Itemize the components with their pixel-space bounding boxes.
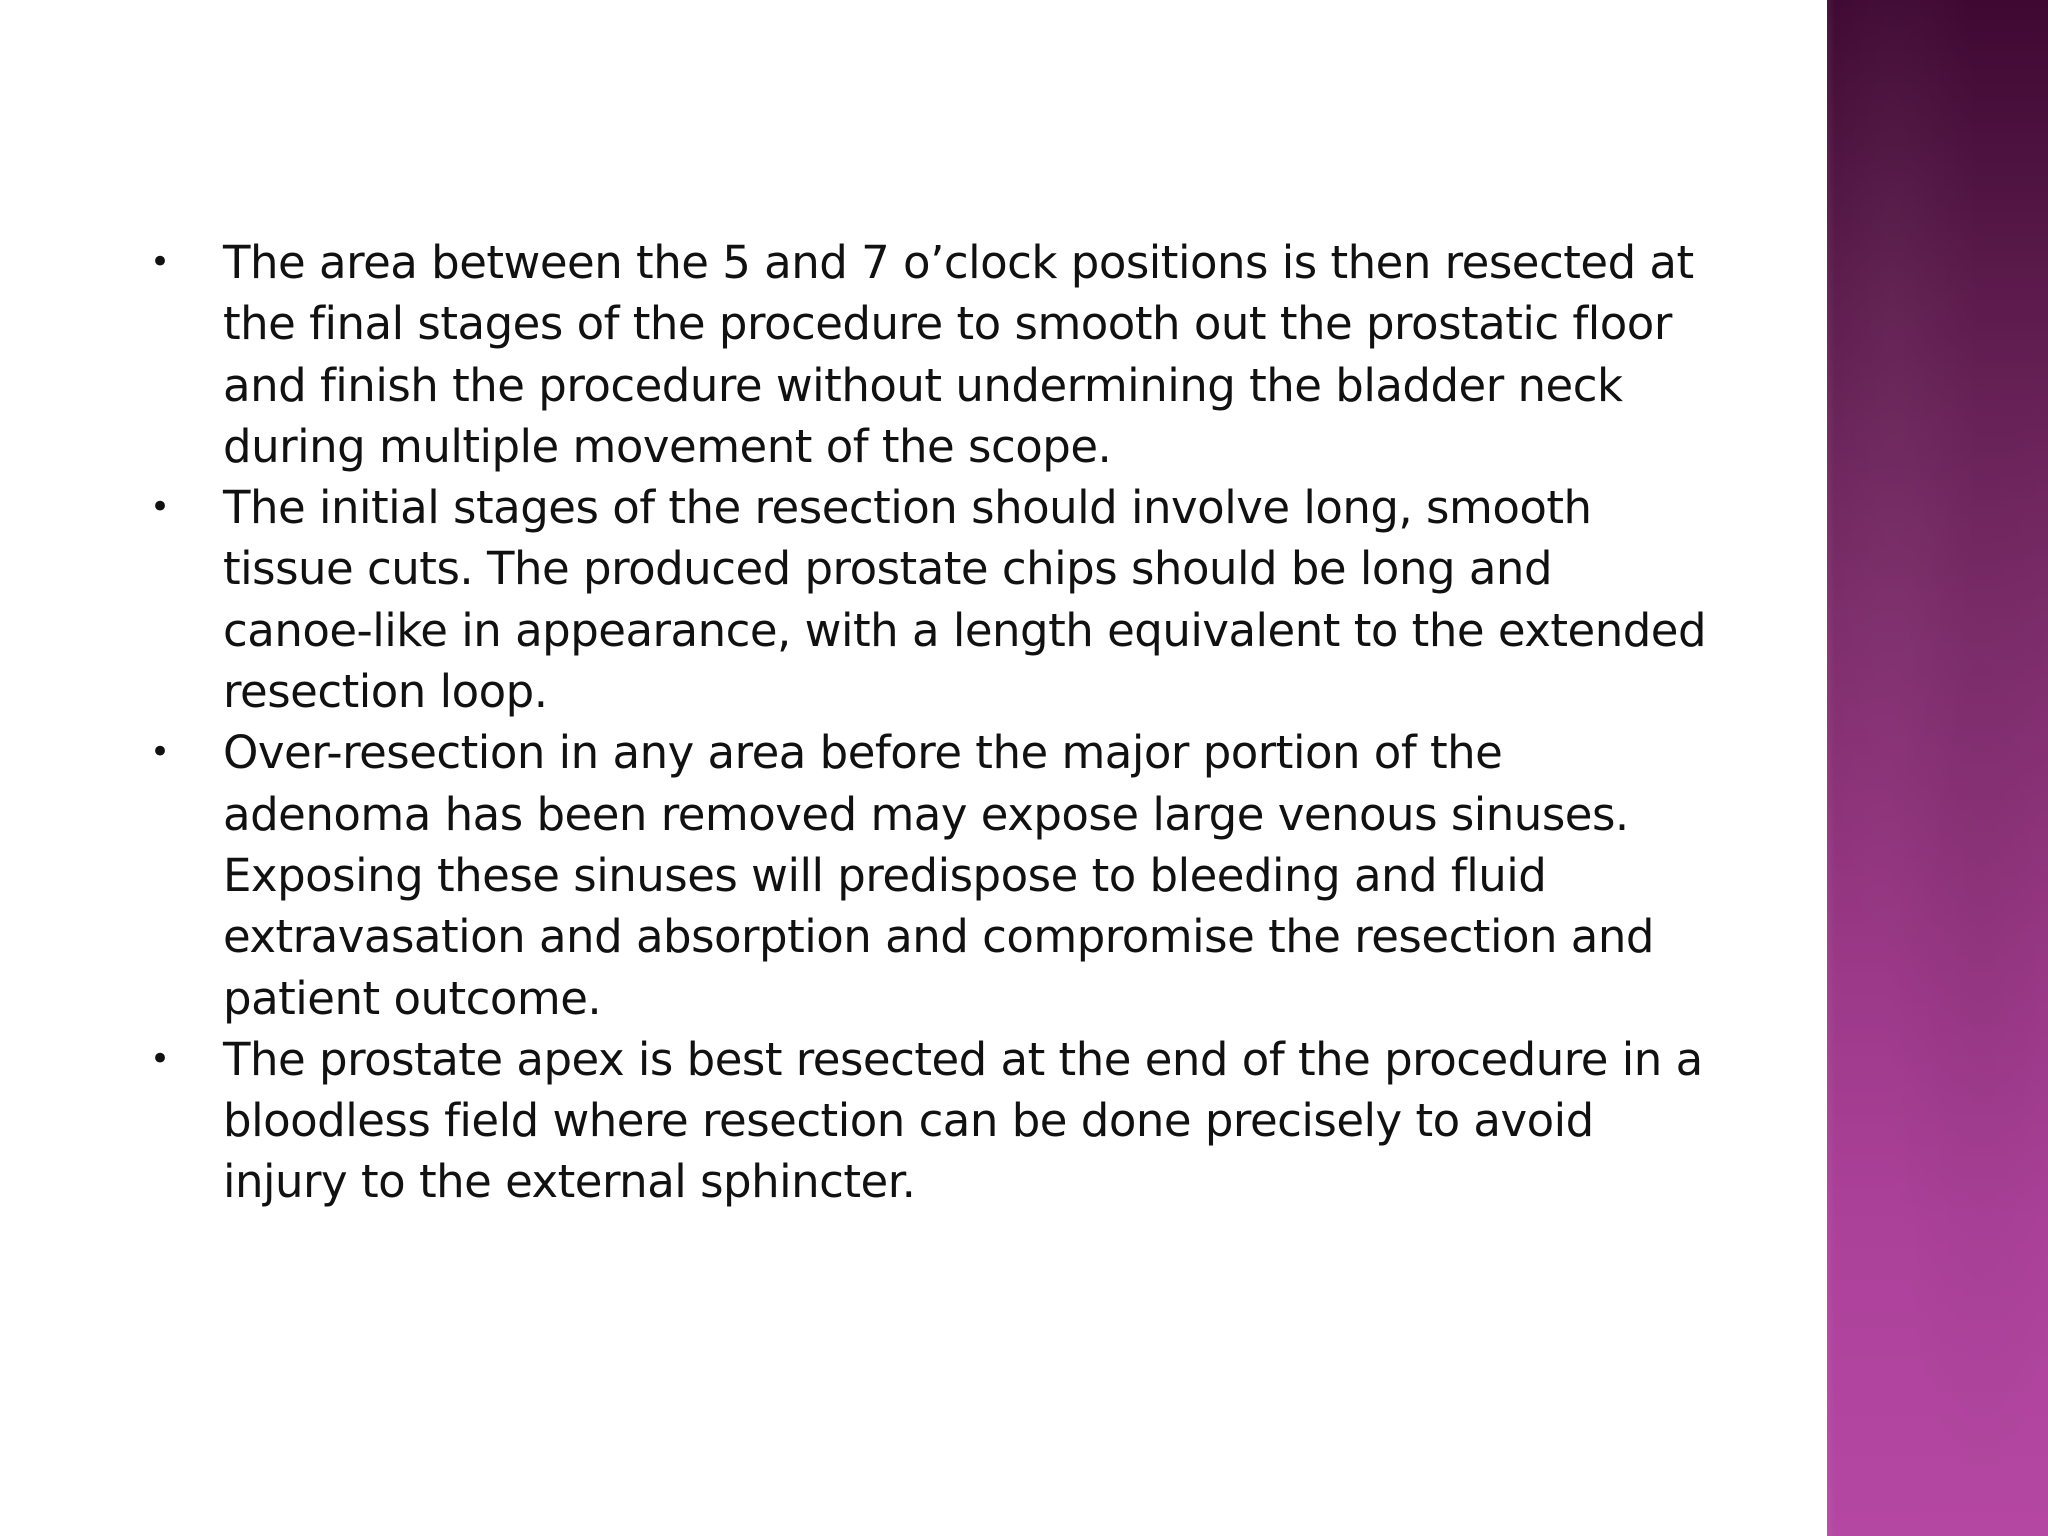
slide-body (150, 232, 1710, 1213)
bullet-text: The prostate apex is best resected at the end of the procedure in a bloodless field where resection can be done precisely to avoid injury to the external sphincter. (223, 1032, 1703, 1209)
bullet-marker: • (150, 242, 170, 282)
bullet-item (150, 722, 1710, 1028)
bullet-list (150, 232, 1710, 1213)
bullet-item (150, 477, 1710, 722)
bullet-marker: • (150, 732, 170, 773)
bullet-text: The area between the 5 and 7 o’clock positions is then resected at the final stages of the procedure to smooth out the prostatic floor and finish the procedure without undermining the bladder neck during multiple movement of the scope. (223, 236, 1694, 473)
bullet-marker: • (150, 487, 170, 528)
bullet-text: The initial stages of the resection should involve long, smooth tissue cuts. The produced prostate chips should be long and canoe-like in appearance, with a length equivalent to the extended resection loop. (223, 481, 1707, 719)
decorative-side-band (1827, 0, 2048, 1536)
bullet-item (150, 232, 1710, 477)
bullet-item (150, 1029, 1710, 1213)
bullet-marker: • (150, 1038, 170, 1079)
bullet-text: Over-resection in any area before the major portion of the adenoma has been removed may expose large venous sinuses. Exposing these sinuses will predispose to bleeding and fluid extravasation and absorption and compromise the resection and patient outcome. (223, 726, 1654, 1025)
